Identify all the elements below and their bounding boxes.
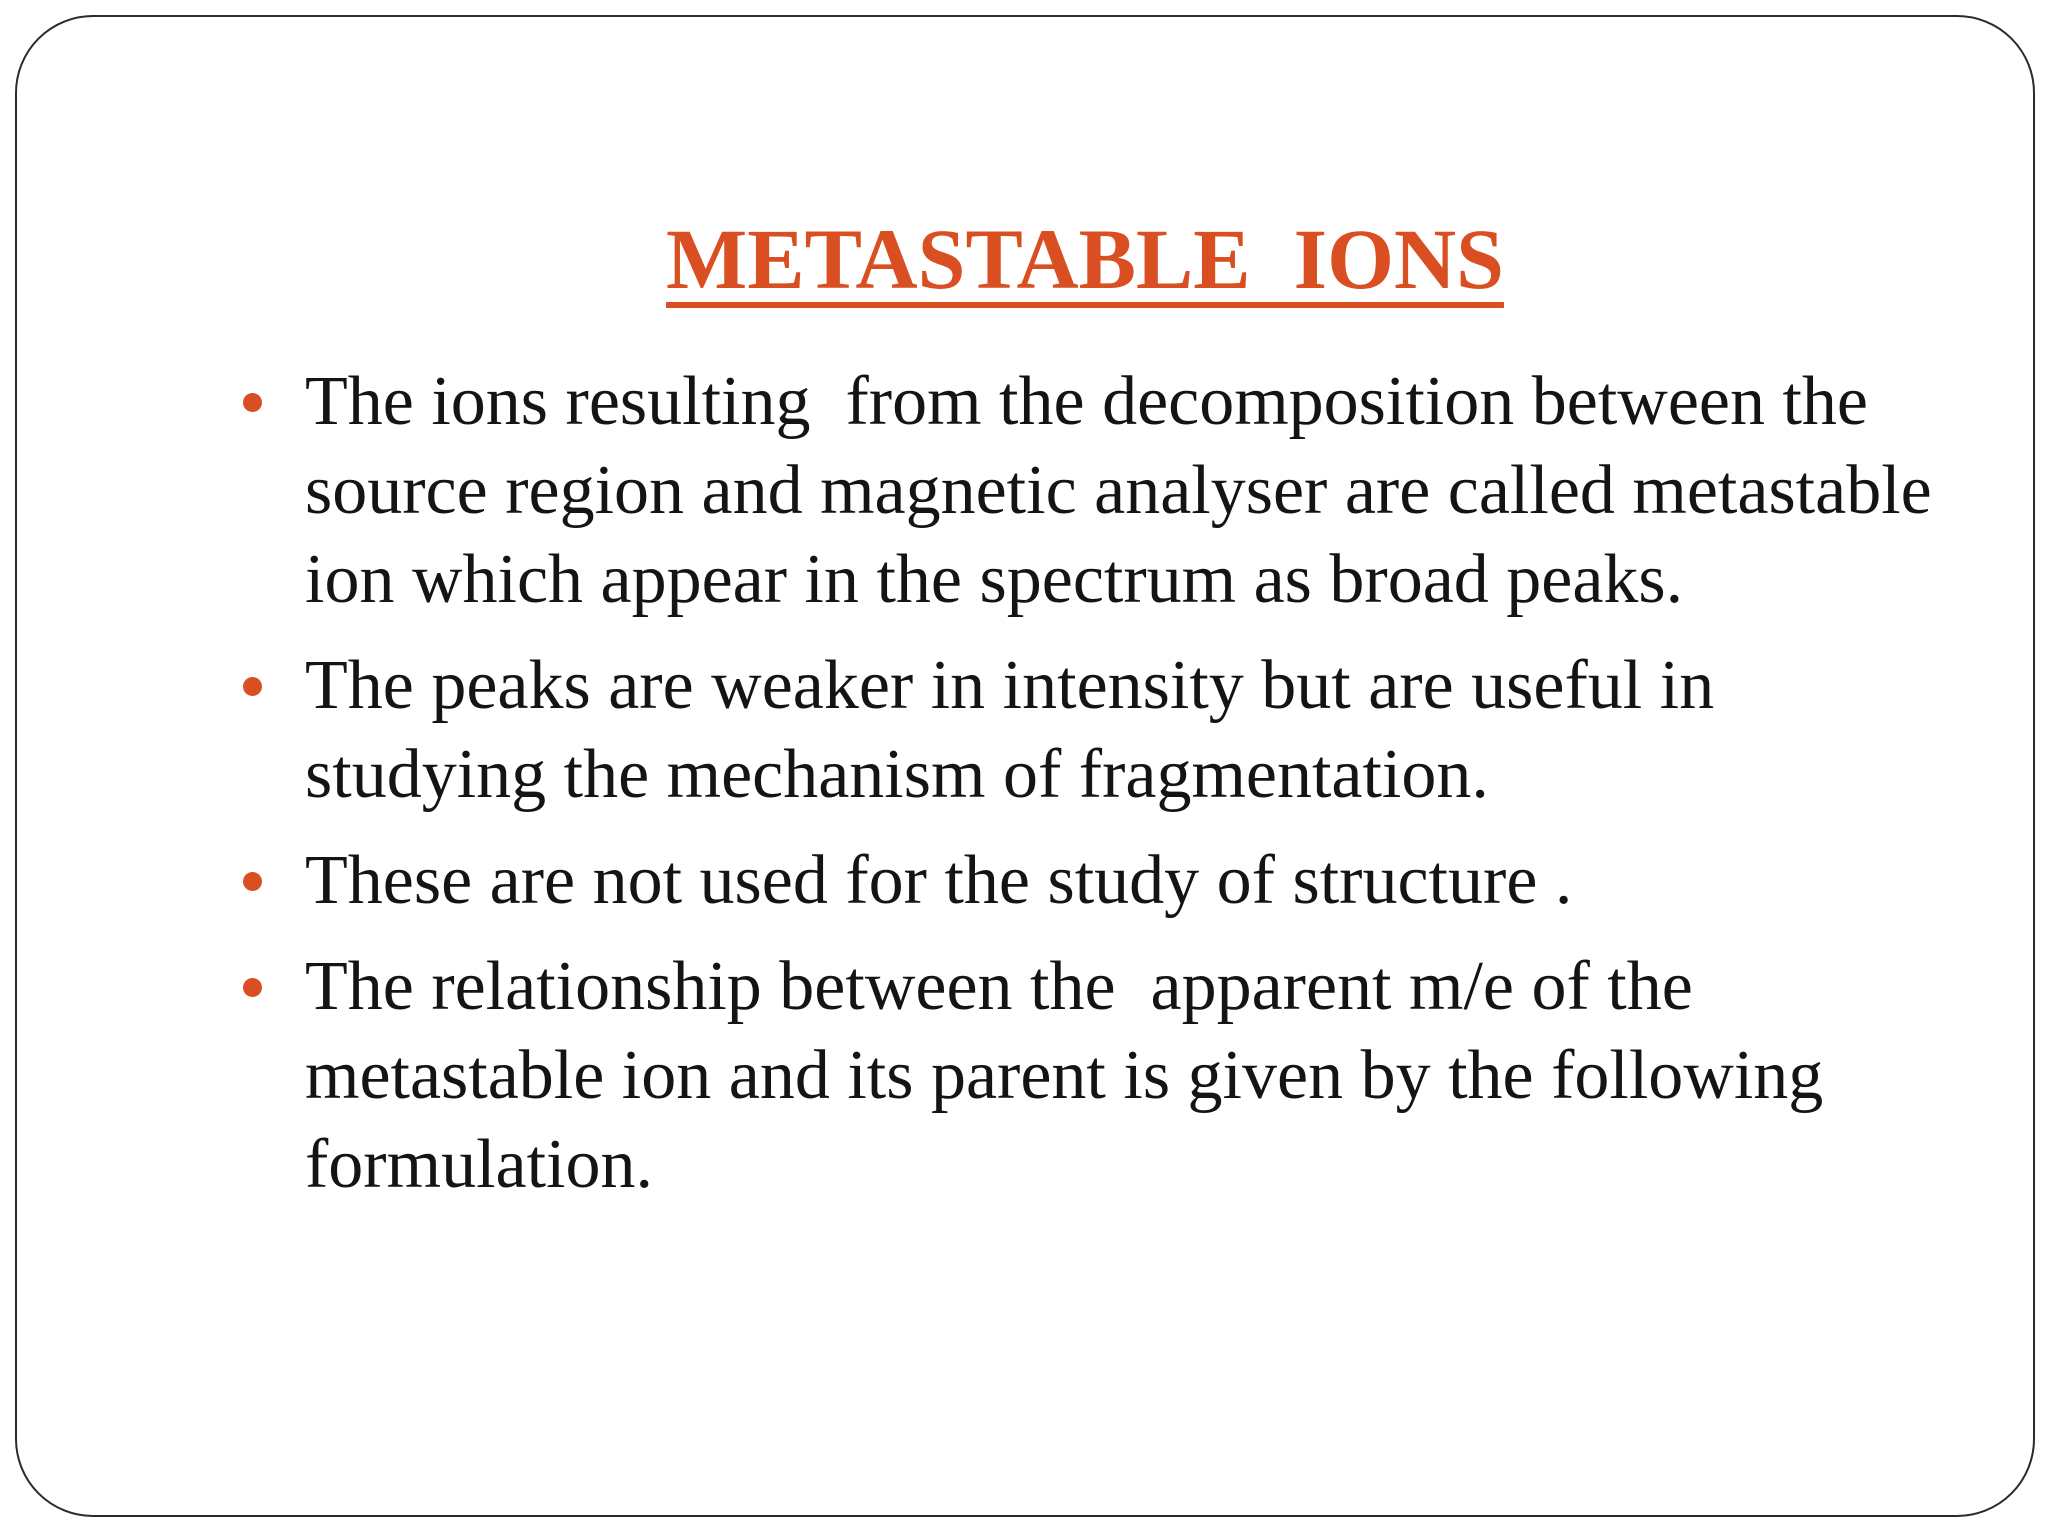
bullet-text: The relationship between the apparent m/e of the metastable ion and its parent is given by the following formulation. [305,948,1841,1203]
slide-title [17,209,2033,309]
bullet-text: The peaks are weaker in intensity but are useful in studying the mechanism of fragmentation. [305,647,1732,813]
bullet-item [235,836,1935,925]
bullet-dot-icon [243,872,262,891]
bullet-item [235,641,1935,819]
slide-frame [15,15,2035,1517]
bullet-item [235,357,1950,624]
bullet-dot-icon [243,978,262,997]
bullet-dot-icon [243,677,262,696]
bullet-text: The ions resulting from the decomposition between the source region and magnetic analyser are called metastable ion which appear in the spectrum as broad peaks. [305,363,1950,618]
bullet-text: These are not used for the study of structure . [305,842,1573,919]
bullet-item [235,942,1935,1209]
bullet-list [235,357,1950,1226]
bullet-dot-icon [243,393,262,412]
slide-title-text: METASTABLE IONS [666,211,1504,307]
